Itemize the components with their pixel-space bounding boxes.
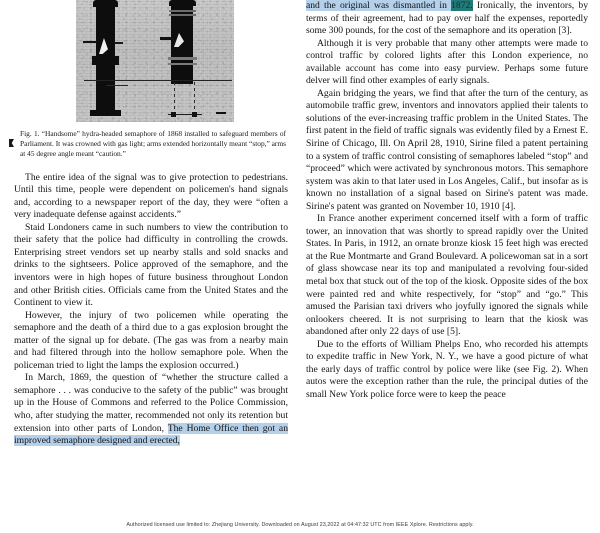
paragraph: Due to the efforts of William Phelps Eno, who recorded his attempts to expedite traffic in New York, N. Y., we have a good picture of what the early days of traffic control by police were like (see Fig. 2). When autos were the exception rather than the rule, the principal duties of the small New York police force were to keep the peace [306,338,588,400]
figure-1-caption [14,129,288,160]
paragraph-plain-text: In March, 1869, the question of “whether the structure called a semaphore . . . was conducive to the safety of the public” was brought up in the House of Commons and referred to the Police Commission, who, after studying the matter, recommended not only its retention but extension into other parts of London, [14,372,288,434]
text-cursor-marker-icon [9,139,14,147]
paragraph: In France another experiment concerned itself with a form of traffic tower, an innovation that was shortly to spread rapidly over the United States. In Paris, in 1912, an ornate bronze kiosk 15 feet high was erected at the Rue Montmarte and Grand Boulevard. A policewoman sat in a sort of glass showcase near its top and manipulated a revolving four-sided metal box that stuck out of the top of the kiosk. Opposite sides of the box were painted red and white respectively, for “stop” and “go.” This amused the Parisian taxi drivers who joyfully ignored the signals while onlookers cheered. It is not surprising to learn that the kiosk was abandoned after only 22 days of use [5]. [306,213,588,338]
semaphore-pole-right-cap [169,0,196,6]
selected-text-highlight-continued[interactable]: and the original was dismantled [306,0,436,11]
selection-gap[interactable]: in [435,0,452,11]
figure-1 [14,0,288,160]
paragraph: Although it is very probable that many other attempts were made to control traffic by colored lights after this London experience, no available account has come into easy purview. Perhaps some future delver will find other examples of early signals. [306,37,588,87]
paragraph: Staid Londoners came in such numbers to view the contribution to their safety that the police had difficulty in controlling the crowds. Enterprising street vendors set up nearby stalls and sold snacks and drinks to the sightseers. Police approved of the semaphore, and the inventors were in high hopes of future business throughout London and other British cities. Officials came from the United States and the Continent to view it. [14,221,288,309]
figure-right-tick [216,112,226,114]
right-column-text [306,0,588,402]
semaphore-arm-left-secondary [114,42,123,44]
paragraph: Again bridging the years, we find that after the turn of the century, as automobile traffic grew, inventors and innovators applied their talents to solutions of the ever-increasing traffic problem in the United States. The first patent in the field of traffic signals was evidently filed by a Ernest E. Sirine of Chicago, Ill. On April 28, 1910, Sirine filed a patent pertaining to a system of traffic control consisting of semaphores labeled “stop” and “proceed” which were activated by synchronous motors. This semaphore system was akin to that later used in Los Angeles, Calif., but insofar as is known no installation of a signal based on Sirine's patent was made. Sirine's patent was granted on November 10, 1910 [4]. [306,87,588,212]
semaphore-pole-right-band-3 [168,57,197,60]
figure-dashed-line-2 [194,82,195,115]
semaphore-pole-left-cap [93,0,118,7]
paragraph: However, the injury of two policemen while operating the semaphore and the death of a third due to a gas explosion brought the matter of the signal up for debate. (The gas was from a nearby main and had filtered through into the hollow semaphore pole. When the policeman tried to light the lamps the explosion occurred.) [14,309,288,371]
figure-horizontal-rail [84,80,232,81]
figure-1-image [76,0,234,122]
figure-dashed-line-1 [174,82,175,115]
left-column [0,0,300,512]
strong-highlight-year[interactable]: 1872. [451,0,473,11]
semaphore-pole-right-band-4 [168,63,197,65]
figure-horizontal-rail-secondary [106,85,128,86]
figure-caption-text: Fig. 1. “Handsome” hydra-headed semaphore of 1868 installed to safeguard members of Parliament. It was crowned with gas light; arms extended horizontally meant “stop,” arms at 45 degree angle meant “caution.” [20,129,286,159]
paragraph-plain-text: Ironically, the inventors, by terms of their agreement, had to pay over half the expenses, reportedly some 300 pounds, for the cost of the semaphore and its operation [3]. [306,0,588,37]
semaphore-pole-left-collar [92,56,119,65]
figure-base-block-1 [171,112,176,117]
semaphore-arm-right [160,37,174,40]
left-column-text [14,172,288,448]
paragraph-with-selection [14,372,288,447]
paragraph: The entire idea of the signal was to give protection to pedestrians. Until this time, people were dependent on policemen's hand signals and, according to a newspaper report of the day, they were “often a very inadequate defense against accidents.” [14,171,288,221]
semaphore-pole-right-band-2 [169,14,196,16]
semaphore-pole-left-base [90,110,121,116]
selected-text-highlight[interactable]: The Home Office then got an improved semaphore designed and erected, [14,422,288,447]
semaphore-pole-right-band-1 [169,10,196,12]
paragraph-continuation-with-selection [306,0,588,38]
figure-base-block-2 [192,112,197,117]
ieee-xplore-footer: Authorized licensed use limited to: Zhejiang University. Downloaded on August 23,2022 at 04:47:32 UTC from IEEE Xplore. Restrictions apply. [126,522,474,528]
right-column [300,0,600,512]
semaphore-arm-left [83,41,99,43]
